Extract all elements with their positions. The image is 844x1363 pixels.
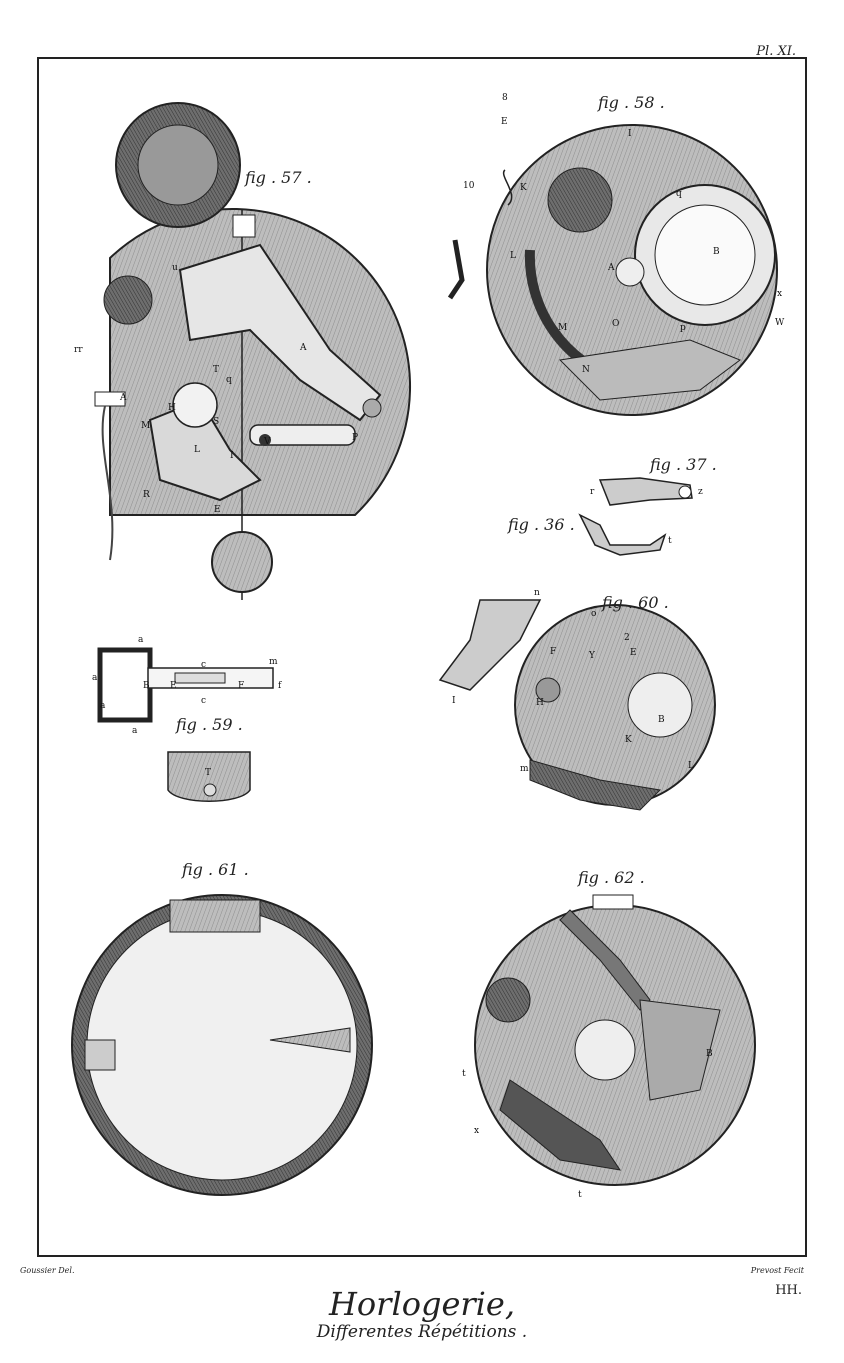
fig-60-letter: m — [520, 764, 529, 774]
plate-subtitle: Differentes Répétitions . — [316, 1322, 528, 1342]
fig-60-letter: F — [550, 647, 557, 657]
fig-60-letter: H — [536, 698, 544, 708]
fig-57-letter: P — [352, 433, 359, 443]
fig-59-letter: F — [238, 681, 245, 691]
fig-57-letter: L — [194, 445, 200, 455]
fig-60-letter: B — [658, 715, 665, 725]
fig-59-letter: c — [201, 660, 207, 670]
fig-60-letter: L — [688, 761, 694, 771]
fig-57-letter: u — [172, 263, 178, 273]
fig-58-letter: B — [713, 247, 720, 257]
fig-57-letter: M — [141, 421, 151, 431]
fig-57-letter: E — [214, 505, 221, 515]
fig-57-letter: R — [143, 490, 150, 500]
credit-right: Prevost Fecit — [750, 1266, 804, 1275]
fig-60-letter: E — [630, 648, 637, 658]
plate-title: Horlogerie, — [328, 1285, 516, 1323]
fig-36-letter: t — [668, 536, 672, 546]
fig-57-letter: q — [226, 375, 232, 385]
fig-59-letter: a — [92, 673, 98, 683]
fig-58-letter: I — [628, 129, 632, 139]
fig-58-letter: K — [520, 183, 527, 193]
fig-58-letter: x — [777, 289, 783, 299]
fig-62-drawing — [475, 895, 755, 1185]
fig-59-label: fig . 59 . — [176, 715, 243, 734]
fig-37-letter: r — [590, 487, 595, 497]
fig-36-label: fig . 36 . — [508, 515, 575, 534]
fig-59-letter: a — [100, 701, 106, 711]
fig-57-letter: rr — [74, 345, 83, 355]
fig-58-letter: M — [558, 323, 568, 333]
fig-61-label: fig . 61 . — [182, 860, 249, 879]
fig-58-letter: 10 — [463, 181, 475, 191]
fig-37-label: fig . 37 . — [650, 455, 717, 474]
fig-59-letter: f — [278, 681, 282, 691]
fig-58-letter: O — [612, 319, 620, 329]
credit-left: Goussier Del. — [20, 1266, 75, 1275]
fig-57-letter: T — [213, 365, 220, 375]
fig-60-letter: n — [534, 588, 540, 598]
volume-mark: HH. — [775, 1283, 802, 1298]
fig-58-letter: W — [775, 318, 785, 328]
fig-62-label: fig . 62 . — [578, 868, 645, 887]
fig-57-letter: S — [213, 417, 220, 427]
fig-60-label: fig . 60 . — [602, 593, 669, 612]
fig-58-letter: E — [501, 117, 508, 127]
fig-57-letter: I — [230, 451, 234, 461]
fig-58-letter: N — [582, 365, 590, 375]
fig-61-drawing — [72, 895, 372, 1195]
fig-59-letter: T — [205, 768, 212, 778]
fig-62-letter: t — [462, 1069, 466, 1079]
fig-60-letter: K — [625, 735, 632, 745]
fig-59-letter: a — [132, 726, 138, 736]
fig-60-letter: 2 — [624, 633, 630, 643]
fig-58-letter: p — [680, 323, 686, 333]
plate-number: Pl. XI. — [756, 44, 796, 59]
fig-59-letter: c — [201, 696, 207, 706]
fig-59-letter: E — [170, 681, 177, 691]
fig-37-letter: z — [698, 487, 703, 497]
fig-58-letter: L — [510, 251, 516, 261]
fig-59-letter: m — [269, 657, 278, 667]
fig-62-letter: t — [578, 1190, 582, 1200]
fig-60-drawing — [440, 600, 715, 810]
fig-57-letter: V — [264, 437, 271, 447]
fig-58-letter: q — [676, 189, 682, 199]
fig-60-letter: o — [591, 609, 597, 619]
fig-57-letter: A — [120, 393, 127, 403]
fig-37-36-drawing — [580, 478, 692, 555]
fig-60-letter: Y — [589, 651, 595, 661]
fig-60-letter: I — [452, 696, 456, 706]
fig-59-letter: a — [138, 635, 144, 645]
fig-57-letter: A — [300, 343, 307, 353]
fig-62-letter: x — [474, 1126, 480, 1136]
fig-58-letter: A — [608, 263, 615, 273]
fig-62-letter: B — [706, 1049, 713, 1059]
fig-59-letter: B — [143, 681, 150, 691]
fig-57-label: fig . 57 . — [245, 168, 312, 187]
fig-57-letter: H — [168, 403, 176, 413]
fig-58-letter: 8 — [502, 93, 508, 103]
fig-58-label: fig . 58 . — [598, 93, 665, 112]
